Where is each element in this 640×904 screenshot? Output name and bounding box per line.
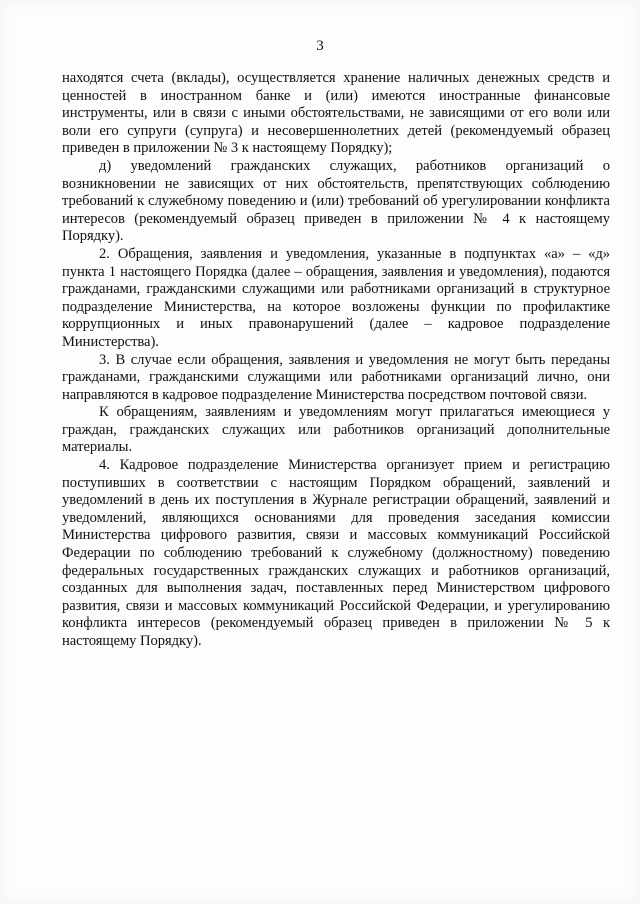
paragraph-point-3: 3. В случае если обращения, заявления и уведомления не могут быть переданы гражданами, гражданскими служащими или работниками организаций лично, они направляются в кадровое подразделение Министерства посредством почтовой связи. bbox=[62, 351, 610, 403]
paragraph-point-2: 2. Обращения, заявления и уведомления, указанные в подпунктах «а» – «д» пункта 1 настоящего Порядка (далее – обращения, заявления и уведомления), подаются гражданами, гражданскими служащими или работниками организаций в структурное подразделение Министерства, на которое возложены функции по профилактике коррупционных и иных правонарушений (далее – кадровое подразделение Министерства). bbox=[62, 245, 610, 350]
document-body bbox=[62, 70, 610, 651]
paragraph-point-4: 4. Кадровое подразделение Министерства организует прием и регистрацию поступивших в соответствии с настоящим Порядком обращений, заявлений и уведомлений в день их поступления в Журнале регистрации обращений, заявлений и уведомлений, являющихся основаниями для проведения заседания комиссии Министерства цифрового развития, связи и массовых коммуникаций Российской Федерации по соблюдению требований к служебному (должностному) поведению федеральных государственных гражданских служащих и работников организаций, созданных для выполнения задач, поставленных перед Министерством цифрового развития, связи и массовых коммуникаций Российской Федерации, и урегулированию конфликта интересов (рекомендуемый образец приведен в приложении № 5 к настоящему Порядку). bbox=[62, 457, 610, 649]
paragraph-continuation: находятся счета (вклады), осуществляется хранение наличных денежных средств и ценностей в иностранном банке и (или) имеются иностранные финансовые инструменты, или в связи с иными обстоятельствами, не зависящими от его воли или воли его супруги (супруга) и несовершеннолетних детей (рекомендуемый образец приведен в приложении № 3 к настоящему Порядку); bbox=[62, 70, 610, 157]
page-number: 3 bbox=[316, 38, 324, 54]
paragraph-item-d: д) уведомлений гражданских служащих, работников организаций о возникновении не зависящих от них обстоятельств, препятствующих соблюдению требований к служебному поведению и (или) требований об урегулировании конфликта интересов (рекомендуемый образец приведен в приложении № 4 к настоящему Порядку). bbox=[62, 157, 610, 245]
paragraph-attachments: К обращениям, заявлениям и уведомлениям могут прилагаться имеющиеся у граждан, гражданских служащих или работников организаций дополнительные материалы. bbox=[62, 404, 610, 456]
